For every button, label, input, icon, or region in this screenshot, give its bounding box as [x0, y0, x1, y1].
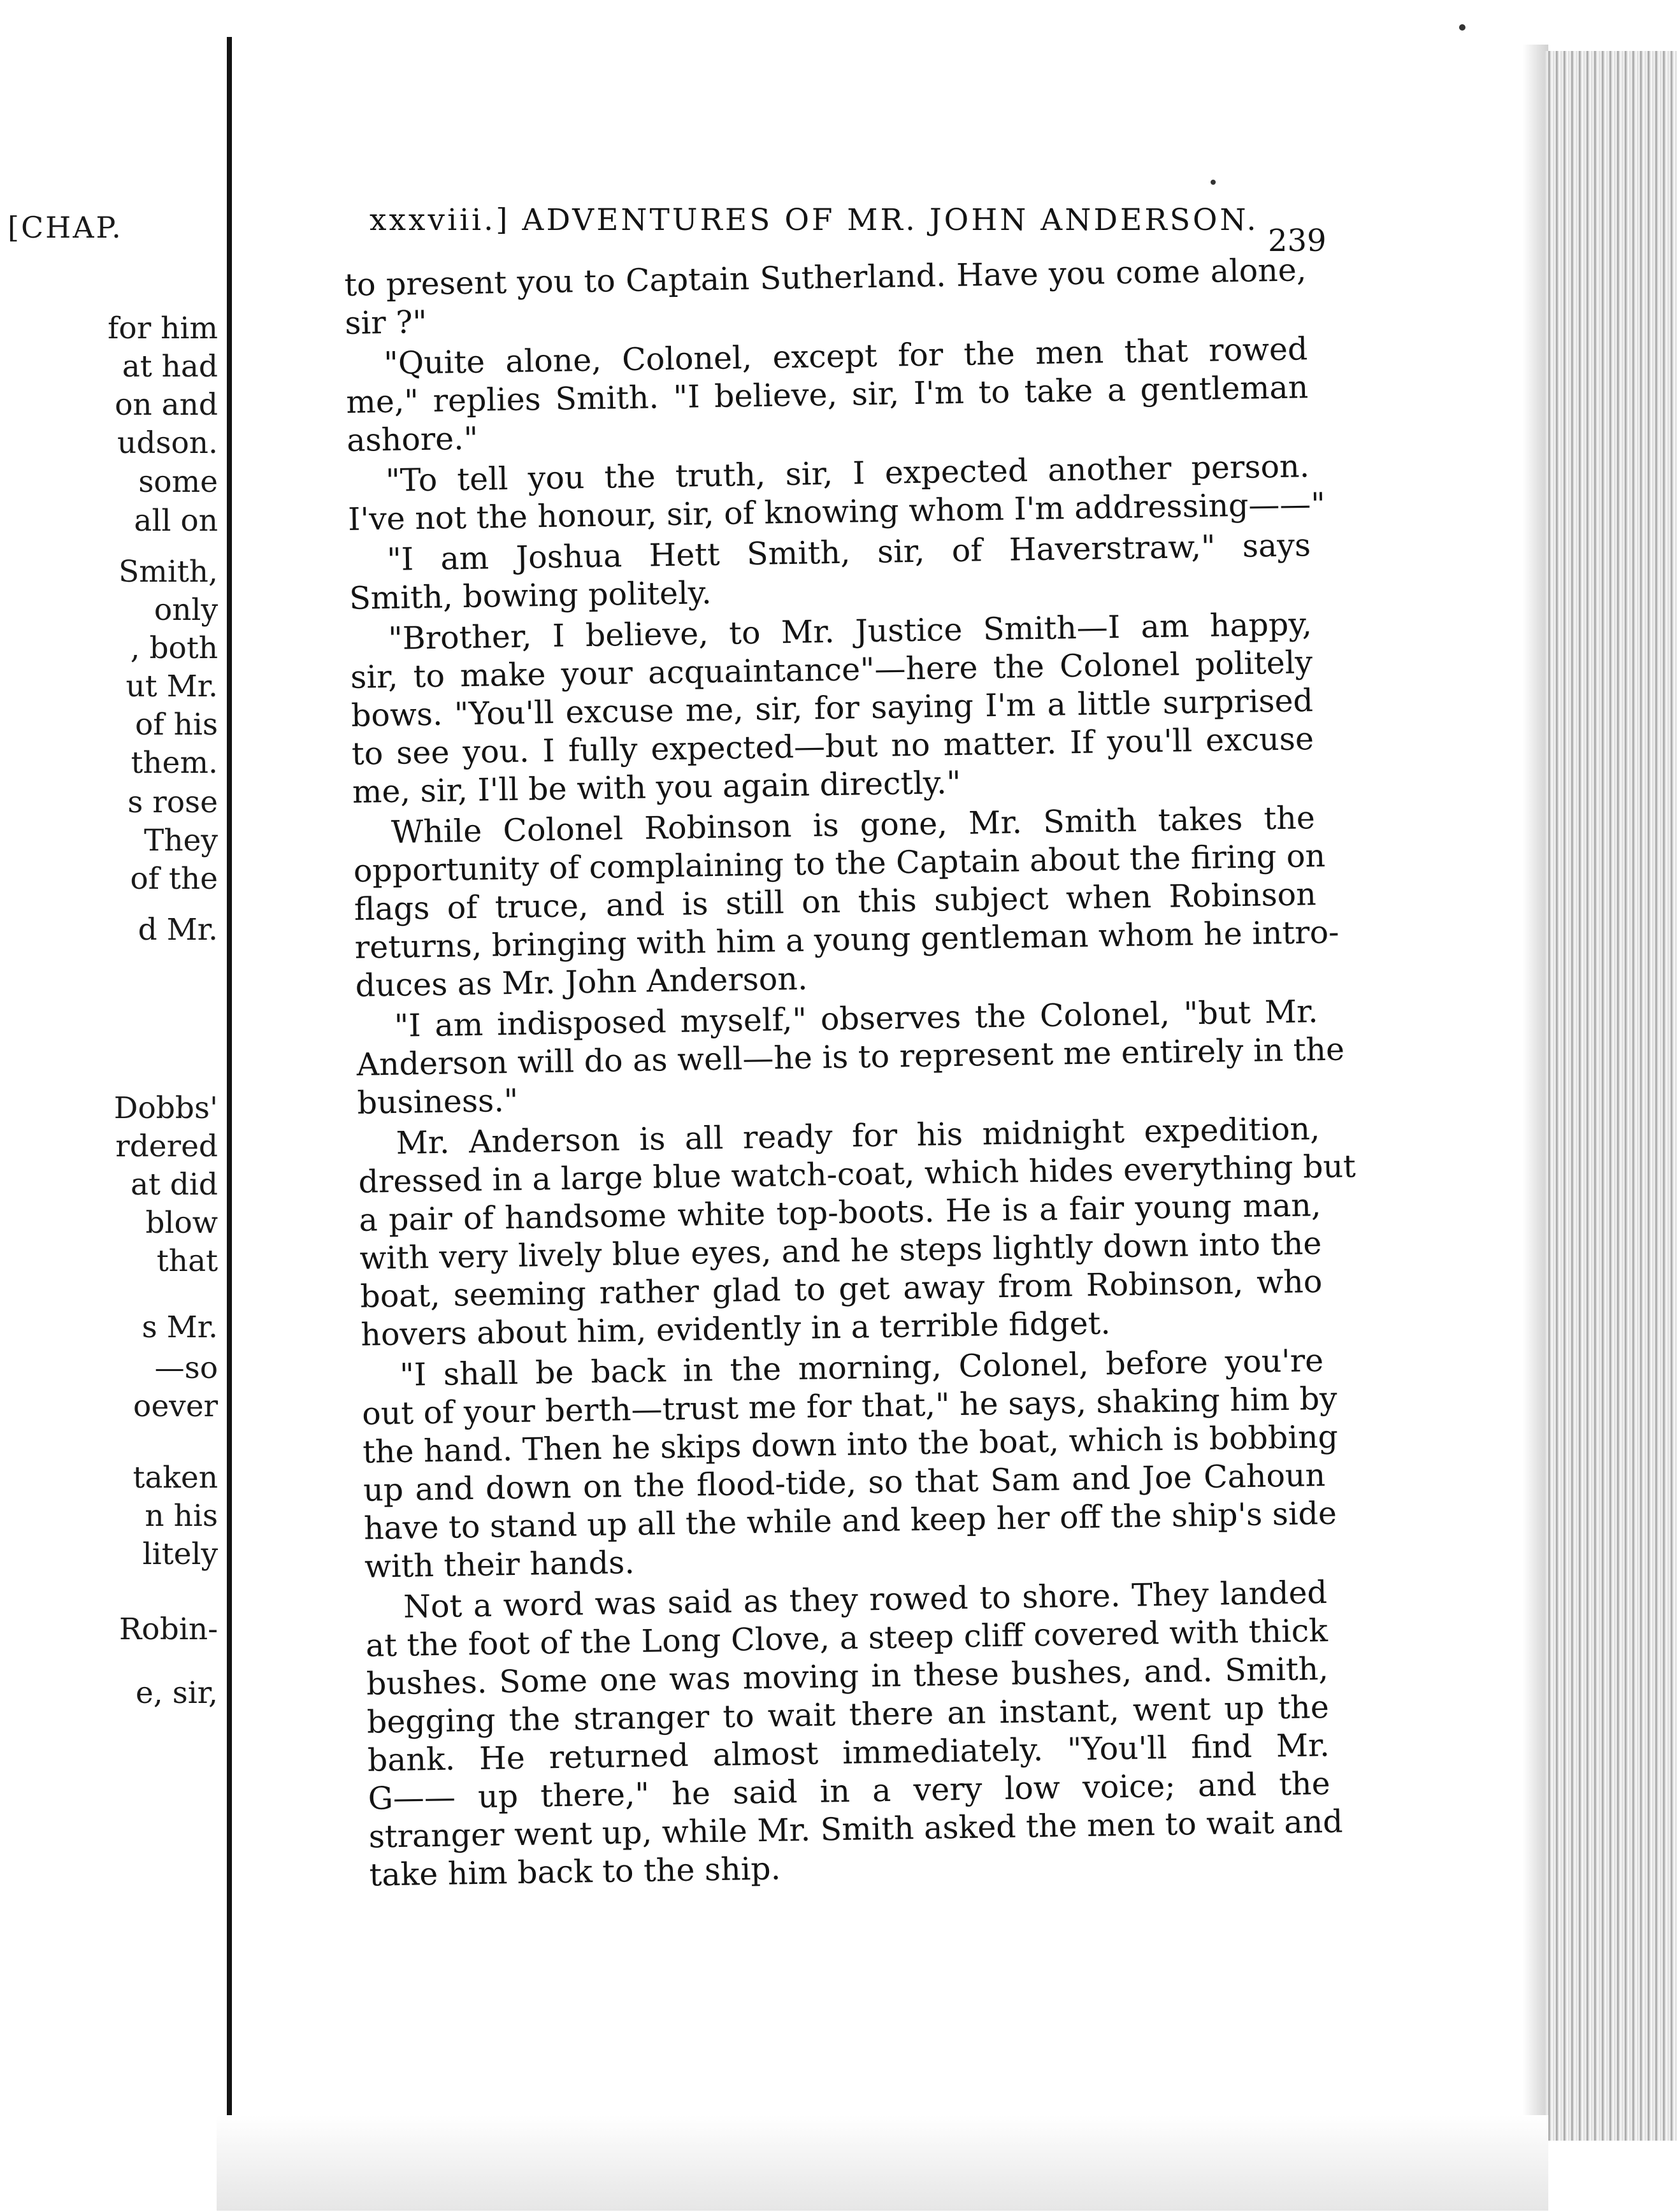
text-line: flags of truce, and is still on this subject when Robinson	[354, 876, 1317, 928]
text-line: I've not the honour, sir, of knowing whom I'm addressing——"	[347, 485, 1326, 538]
left-page-fragment	[0, 159, 223, 2134]
text-line: business."	[357, 1082, 519, 1121]
paragraph	[356, 993, 1345, 1123]
left-page-fragment-line: —so	[154, 1351, 218, 1386]
text-line: Mr. Anderson is all ready for his midnight expedition,	[396, 1110, 1320, 1161]
left-page-fragment-line: all on	[134, 503, 218, 538]
left-page-fragment-line: d Mr.	[138, 912, 218, 947]
bottom-shadow	[217, 2115, 1548, 2211]
paragraph	[361, 1342, 1339, 1586]
body-text	[344, 251, 1357, 1894]
text-line: bank. He returned almost immediately. "You'll find Mr.	[367, 1727, 1330, 1779]
paragraph	[344, 251, 1307, 343]
text-line: me, sir, I'll be with you again directly."	[352, 764, 961, 810]
text-line: opportunity of complaining to the Captain about the firing on	[353, 837, 1326, 889]
text-line: sir, to make your acquaintance"—here the Colonel politely	[350, 644, 1313, 696]
left-page-fragment-line: them.	[131, 745, 218, 780]
text-line: Smith, bowing politely.	[349, 575, 712, 617]
text-line: out of your berth—trust me for that," he says, shaking him by	[361, 1380, 1338, 1432]
paragraph	[365, 1574, 1343, 1895]
text-line: While Colonel Robinson is gone, Mr. Smith takes the	[391, 800, 1316, 851]
text-line: returns, bringing with him a young gentleman whom he intro-	[354, 914, 1339, 966]
text-line: ashore."	[346, 420, 479, 459]
left-page-fragment-line: s Mr.	[141, 1310, 218, 1345]
text-line: have to stand up all the while and keep her off the ship's side	[363, 1495, 1337, 1547]
left-page-fragment-line: some	[138, 464, 218, 499]
left-page-fragment-line: udson.	[117, 426, 218, 461]
paragraph	[350, 605, 1315, 812]
left-page-fragment-line: Smith,	[119, 554, 218, 589]
left-page-fragment-line: , both	[130, 631, 218, 666]
left-page-fragment-line: n his	[145, 1498, 218, 1533]
text-line: a pair of handsome white top-boots. He is a fair young man,	[359, 1187, 1321, 1239]
text-line: bushes. Some one was moving in these bushes, and. Smith,	[366, 1651, 1329, 1702]
text-line: boat, seeming rather glad to get away from Robinson, who	[359, 1263, 1323, 1315]
left-page-fragment-line: litely	[142, 1537, 218, 1572]
paragraph	[347, 447, 1326, 539]
text-line: Anderson will do as well—he is to represent me entirely in the	[356, 1031, 1345, 1083]
left-page-fragment-line: taken	[133, 1460, 218, 1495]
running-head: xxxviii.] ADVENTURES OF MR. JOHN ANDERSON.	[370, 203, 1259, 238]
text-line: "To tell you the truth, sir, I expected another person.	[385, 448, 1310, 499]
text-line: up and down on the flood-tide, so that Sam and Joe Cahoun	[363, 1457, 1326, 1509]
text-line: "I shall be back in the morning, Colonel, before you're	[399, 1342, 1324, 1393]
paragraph	[357, 1110, 1357, 1354]
left-page-fragment-line: oever	[133, 1389, 218, 1424]
left-page-fragment-line: e, sir,	[135, 1676, 218, 1711]
left-page-fragment-line: of his	[134, 707, 218, 742]
text-line: bows. "You'll excuse me, sir, for saying I'm a little surprised	[350, 682, 1314, 734]
text-line: to see you. I fully expected—but no matter. If you'll excuse	[351, 721, 1314, 772]
text-line: "Quite alone, Colonel, except for the men that rowed	[383, 331, 1308, 382]
left-page-fragment-line: at did	[130, 1167, 218, 1202]
left-page-fragment-line: at had	[122, 349, 218, 384]
text-line: stranger went up, while Mr. Smith asked the men to wait and	[368, 1803, 1343, 1855]
left-page-fragment-line: of the	[130, 861, 218, 896]
text-line: me," replies Smith. "I believe, sir, I'm to take a gentleman	[345, 369, 1309, 420]
gutter-line	[227, 37, 232, 2122]
text-line: at the foot of the Long Clove, a steep cliff covered with thick	[365, 1612, 1328, 1664]
text-line: "I am indisposed myself," observes the Colonel, "but Mr.	[394, 993, 1319, 1044]
text-line: "I am Joshua Hett Smith, sir, of Haverstraw," says	[386, 527, 1311, 578]
left-page-fragment-line: blow	[145, 1205, 218, 1240]
left-page-fragment-line: Dobbs'	[113, 1091, 218, 1126]
left-page-fragment-line: They	[144, 823, 218, 858]
page-number: 239	[1268, 223, 1327, 259]
left-page-fragment-line: on and	[115, 387, 218, 422]
left-page-fragment-line: ut Mr.	[126, 669, 218, 704]
left-page-fragment-line: Robin-	[119, 1612, 218, 1647]
paragraph	[349, 526, 1312, 618]
text-line: with their hands.	[364, 1544, 635, 1585]
text-line: dressed in a large blue watch-coat, which hides everything but	[358, 1148, 1357, 1200]
left-running-head: [CHAP.	[8, 210, 123, 245]
left-page-fragment-line: rdered	[115, 1129, 218, 1164]
text-line: take him back to the ship.	[369, 1850, 781, 1893]
text-line: "Brother, I believe, to Mr. Justice Smith—I am happy,	[387, 606, 1313, 657]
text-line: the hand. Then he skips down into the boat, which is bobbing	[362, 1418, 1339, 1470]
page-header	[370, 203, 1325, 247]
page-edge-shadow	[1523, 45, 1548, 2141]
text-line: to present you to Captain Sutherland. Have you come alone,	[344, 252, 1307, 303]
left-page-fragment-line: only	[154, 592, 218, 628]
left-page-fragment-line: s rose	[127, 785, 218, 820]
paragraph	[353, 799, 1339, 1005]
page-stack-edge	[1545, 51, 1677, 2141]
text-line: sir ?"	[344, 303, 428, 341]
left-page-fragment-line: for him	[108, 311, 218, 346]
text-line: with very lively blue eyes, and he steps lightly down into the	[359, 1225, 1322, 1277]
paragraph	[345, 330, 1309, 460]
text-line: begging the stranger to wait there an instant, went up the	[366, 1689, 1330, 1741]
dust-speck	[1459, 24, 1465, 31]
text-line: duces as Mr. John Anderson.	[355, 960, 808, 1004]
text-line: G—— up there," he said in a very low voice; and the	[368, 1765, 1331, 1817]
text-line: hovers about him, evidently in a terrible fidget.	[360, 1305, 1111, 1353]
left-page-fragment-line: that	[156, 1244, 218, 1279]
text-line: Not a word was said as they rowed to shore. They landed	[403, 1574, 1328, 1625]
dust-speck	[1211, 180, 1216, 185]
